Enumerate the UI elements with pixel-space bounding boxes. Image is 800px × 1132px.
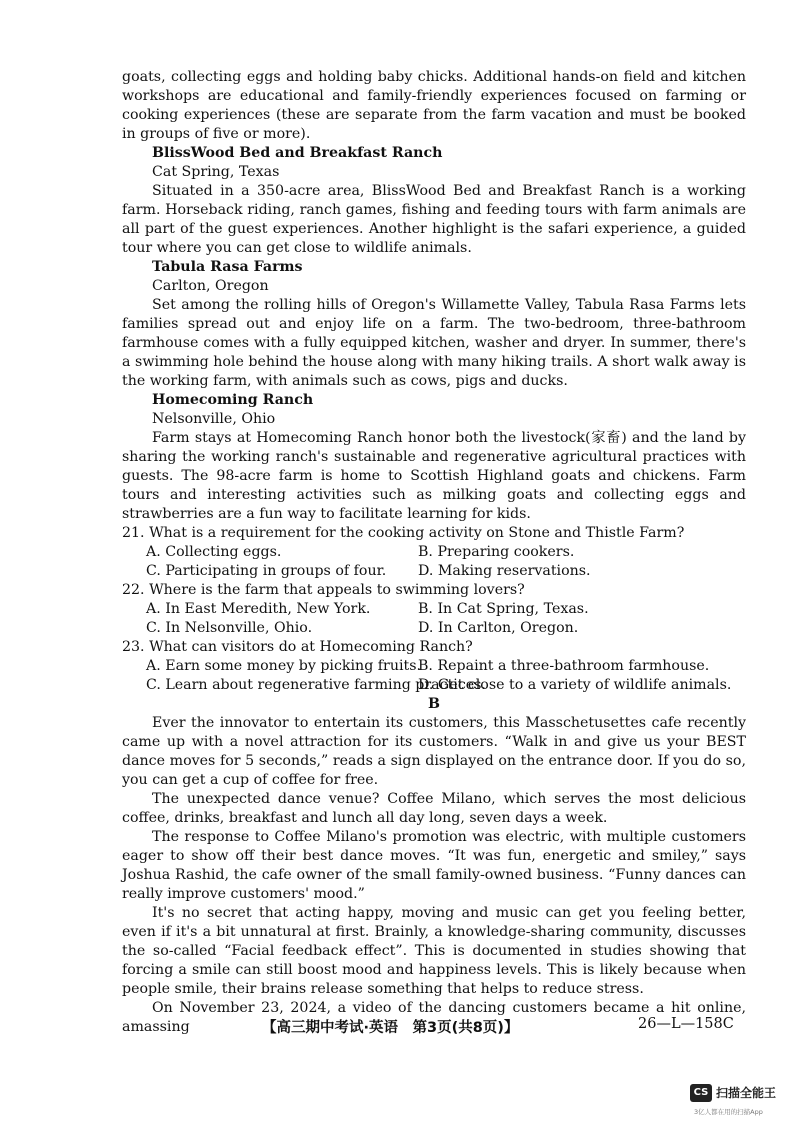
scanner-watermark	[690, 1084, 800, 1124]
farm-location: Nelsonville, Ohio	[152, 411, 276, 427]
farm-name: Tabula Rasa Farms	[152, 259, 303, 275]
farm-name: BlissWood Bed and Breakfast Ranch	[152, 145, 443, 161]
farm-entry	[122, 391, 746, 524]
option-c: C. Participating in groups of four.	[146, 563, 387, 579]
question-22	[122, 581, 746, 638]
option-d: D. In Carlton, Oregon.	[418, 620, 579, 636]
options-grid	[122, 657, 746, 695]
option-d: D. Making reservations.	[418, 563, 591, 579]
farm-description: Farm stays at Homecoming Ranch honor both the livestock(家畜) and the land by sharing the working ranch's sustainable and regenerative agricultural practices with guests. The 98-acre farm is home to Scottish Highland goats and chickens. Farm tours and interesting activities such as milking goats and collecting eggs and strawberries are a fun way to facilitate learning for kids.	[122, 430, 746, 522]
question-stem: 21. What is a requirement for the cooking activity on Stone and Thistle Farm?	[122, 525, 685, 541]
option-c: C. In Nelsonville, Ohio.	[146, 620, 313, 636]
page-footer	[0, 1016, 800, 1040]
farm-description: Situated in a 350-acre area, BlissWood Bed and Breakfast Ranch is a working farm. Horseback riding, ranch games, fishing and feeding tours with farm animals are all part of the guest experiences. Another highlight is the safari experience, a guided tour where you can get close to wildlife animals.	[122, 183, 746, 256]
options-grid	[122, 600, 746, 638]
farm-name: Homecoming Ranch	[152, 392, 314, 408]
question-stem: 23. What can visitors do at Homecoming Ranch?	[122, 639, 473, 655]
options-grid	[122, 543, 746, 581]
option-d: D. Get close to a variety of wildlife animals.	[418, 677, 732, 693]
passage-paragraph: Ever the innovator to entertain its customers, this Masschetusettes cafe recently came up with a novel attraction for its customers. “Walk in and give us your BEST dance moves for 5 seconds,” reads a sign displayed on the entrance door. If you do so, you can get a cup of coffee for free.	[122, 715, 746, 788]
watermark-name: 扫描全能王	[716, 1086, 777, 1100]
passage-paragraph: It's no secret that acting happy, moving and music can get you feeling better, even if it's a bit unnatural at first. Brainly, a knowledge-sharing community, discusses the so-called “Facial feedback effect”. This is documented in studies showing that forcing a smile can still boost mood and happiness levels. This is likely because when people smile, their brains release something that helps to reduce stress.	[122, 905, 746, 997]
option-a: A. Earn some money by picking fruits.	[146, 658, 421, 674]
camscanner-logo-icon: CS	[690, 1084, 712, 1102]
farm-location: Cat Spring, Texas	[152, 164, 280, 180]
question-23	[122, 638, 746, 695]
farm-entry	[122, 258, 746, 391]
farm-description: Set among the rolling hills of Oregon's Willamette Valley, Tabula Rasa Farms lets families spread out and enjoy life on a farm. The two-bedroom, three-bathroom farmhouse comes with a fully equipped kitchen, washer and dryer. In summer, there's a swimming hole behind the house along with many hiking trails. A short walk away is the working farm, with animals such as cows, pigs and ducks.	[122, 297, 746, 389]
option-a: A. In East Meredith, New York.	[146, 601, 371, 617]
farm-entry	[122, 144, 746, 258]
passage-paragraph: The response to Coffee Milano's promotion was electric, with multiple customers eager to show off their best dance moves. “It was fun, energetic and smiley,” says Joshua Rashid, the cafe owner of the small family-owned business. “Funny dances can really improve customers' mood.”	[122, 829, 746, 902]
exam-page	[122, 68, 746, 1037]
question-stem: 22. Where is the farm that appeals to swimming lovers?	[122, 582, 525, 598]
option-c: C. Learn about regenerative farming practices.	[146, 677, 486, 693]
option-a: A. Collecting eggs.	[146, 544, 282, 560]
question-21	[122, 524, 746, 581]
passage-paragraph: The unexpected dance venue? Coffee Milano, which serves the most delicious coffee, drinks, breakfast and lunch all day long, seven days a week.	[122, 791, 746, 826]
section-heading: B	[428, 696, 440, 712]
footer-code: 26—L—158C	[638, 1016, 734, 1032]
option-b: B. Preparing cookers.	[418, 544, 575, 560]
option-b: B. Repaint a three-bathroom farmhouse.	[418, 658, 710, 674]
intro-paragraph: goats, collecting eggs and holding baby chicks. Additional hands-on field and kitchen workshops are educational and family-friendly experiences focused on farming or cooking experiences (these are separate from the farm vacation and must be booked in groups of five or more).	[122, 69, 746, 142]
farm-location: Carlton, Oregon	[152, 278, 269, 294]
watermark-tagline: 3亿人都在用的扫描App	[694, 1108, 763, 1116]
option-b: B. In Cat Spring, Texas.	[418, 601, 589, 617]
passage-paragraph: On November 23, 2024, a video of the dancing customers became a hit online, amassing	[122, 1000, 746, 1035]
footer-title: 【高三期中考试·英语 第3页(共8页)】	[262, 1020, 519, 1036]
